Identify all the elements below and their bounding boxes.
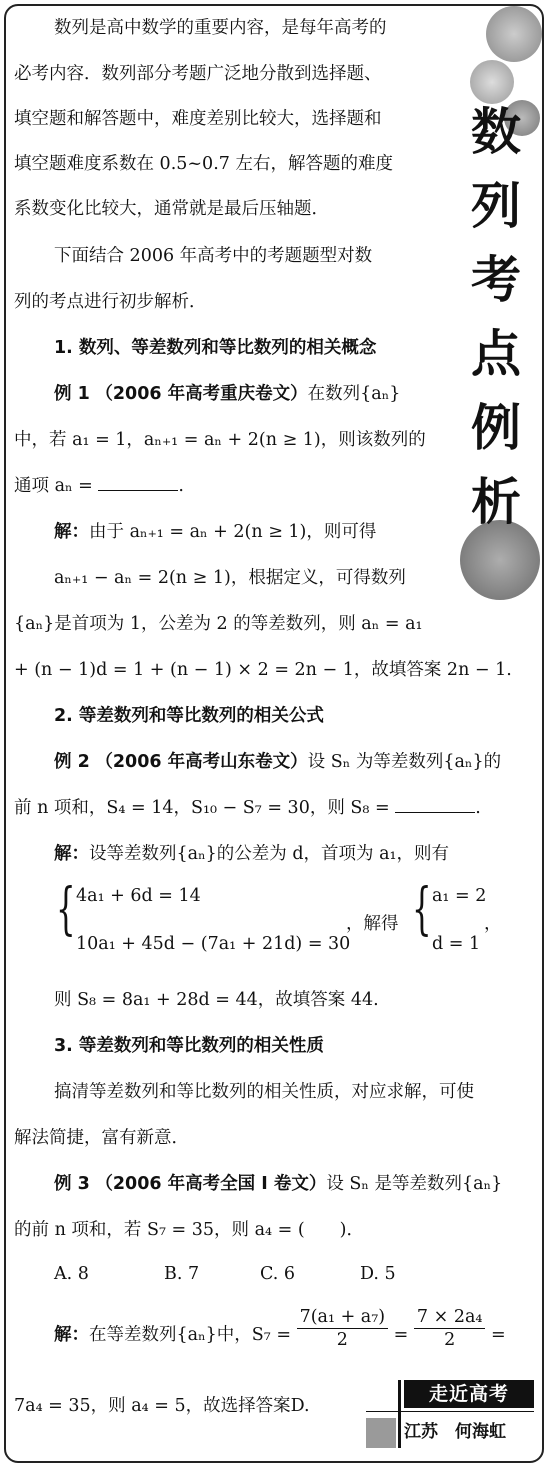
text-line: 必考内容．数列部分考题广泛地分散到选择题、 (14, 64, 382, 84)
example-line (54, 1170, 502, 1195)
fraction (297, 1306, 388, 1351)
solution-line (54, 1307, 506, 1351)
text-line: 前 n 项和，S₄ = 14，S₁₀ − S₇ = 30，则 S₈ = . (14, 798, 481, 818)
text-line: 填空题和解答题中，难度差别比较大，选择题和 (14, 109, 382, 129)
text-line: 的前 n 项和，若 S₇ = 35，则 a₄ = ( )． (14, 1220, 364, 1240)
section-heading: 1. 数列、等差数列和等比数列的相关概念 (54, 338, 377, 358)
example-line (54, 748, 501, 773)
example-label: 例 2 (54, 752, 90, 772)
solution-label: 解： (54, 844, 89, 864)
text-segment: ， (484, 914, 502, 934)
title-char: 列 (471, 177, 521, 235)
section-heading: 3. 等差数列和等比数列的相关性质 (54, 1036, 324, 1056)
numerator: 7(a₁ + a₇) (297, 1306, 388, 1329)
section-heading: 2. 等差数列和等比数列的相关公式 (54, 706, 324, 726)
text-segment: 设等差数列{aₙ}的公差为 d，首项为 a₁，则有 (89, 844, 450, 864)
example-text: 设 Sₙ 是等差数列{aₙ} (326, 1174, 503, 1194)
text-segment: 在等差数列{aₙ}中，S₇ = (89, 1325, 292, 1345)
fraction (414, 1306, 486, 1351)
column-badge (366, 1380, 534, 1448)
article-title (460, 95, 532, 539)
text-line: 列的考点进行初步解析． (14, 292, 207, 312)
example-label: 例 1 (54, 384, 90, 404)
solution-line (54, 840, 449, 865)
denominator: 2 (336, 1330, 348, 1350)
text-line: {aₙ}是首项为 1，公差为 2 的等差数列，则 aₙ = a₁ (14, 614, 423, 634)
text-segment: 由于 aₙ₊₁ = aₙ + 2(n ≥ 1)，则可得 (89, 522, 377, 542)
example-line (54, 380, 400, 405)
example-text: 在数列{aₙ} (307, 384, 401, 404)
text-line: 系数变化比较大，通常就是最后压轴题． (14, 199, 329, 219)
text-line: aₙ₊₁ − aₙ = 2(n ≥ 1)，根据定义，可得数列 (54, 568, 406, 588)
solution-label: 解： (54, 1325, 89, 1345)
text-line: 解法简捷，富有新意． (14, 1128, 189, 1148)
equals-sign: = (491, 1325, 506, 1345)
equals-sign: = (393, 1325, 409, 1345)
title-char: 析 (471, 473, 521, 531)
left-brace: { (56, 877, 76, 942)
text-segment: ，解得 (346, 914, 399, 934)
text-line: 则 S₈ = 8a₁ + 28d = 44，故填答案 44. (54, 990, 379, 1010)
equation: a₁ = 2 (432, 886, 487, 906)
text-segment: 前 n 项和，S₄ = 14，S₁₀ − S₇ = 30，则 S₈ = (14, 798, 390, 818)
equation: 4a₁ + 6d = 14 (76, 886, 201, 906)
badge-rule (366, 1411, 534, 1412)
text-segment: 通项 aₙ = (14, 476, 93, 496)
example-source: （2006 年高考山东卷文） (95, 752, 308, 772)
option-a: A. 8 (54, 1264, 89, 1284)
numerator: 7 × 2a₄ (414, 1306, 486, 1329)
text-line: 7a₄ = 35，则 a₄ = 5，故选择答案D. (14, 1396, 310, 1416)
badge-square (366, 1418, 396, 1448)
author-name: 江苏 何海虹 (404, 1422, 506, 1442)
text-line: 填空题难度系数在 0.5~0.7 左右，解答题的难度 (14, 154, 393, 174)
example-text: 设 Sₙ 为等差数列{aₙ}的 (307, 752, 502, 772)
column-name: 走近高考 (404, 1380, 534, 1408)
equation: d = 1 (432, 934, 481, 954)
text-line: 数列是高中数学的重要内容，是每年高考的 (54, 18, 387, 38)
decor-circle (486, 6, 542, 62)
badge-divider (398, 1380, 401, 1448)
equation: 10a₁ + 45d − (7a₁ + 21d) = 30 (76, 934, 351, 954)
left-brace: { (412, 877, 432, 942)
title-char: 点 (471, 325, 521, 383)
denominator: 2 (444, 1330, 456, 1350)
option-d: D. 5 (360, 1264, 396, 1284)
text-line: 通项 aₙ = . (14, 476, 184, 496)
answer-blank (395, 798, 475, 813)
text-line: + (n − 1)d = 1 + (n − 1) × 2 = 2n − 1，故填答案 2n − 1. (14, 660, 512, 680)
title-char: 例 (471, 399, 521, 457)
option-c: C. 6 (260, 1264, 296, 1284)
text-line: 搞清等差数列和等比数列的相关性质，对应求解，可使 (54, 1082, 474, 1102)
title-char: 数 (471, 103, 521, 161)
example-source: （2006 年高考重庆卷文） (95, 384, 308, 404)
example-label: 例 3 (54, 1174, 90, 1194)
text-line: 中，若 a₁ = 1，aₙ₊₁ = aₙ + 2(n ≥ 1)，则该数列的 (14, 430, 426, 450)
answer-blank (98, 476, 178, 491)
solution-line (54, 518, 376, 543)
option-b: B. 7 (164, 1264, 200, 1284)
solution-label: 解： (54, 522, 89, 542)
example-source: （2006 年高考全国 Ⅰ 卷文） (95, 1174, 327, 1194)
title-char: 考 (471, 251, 521, 309)
text-line: 下面结合 2006 年高考中的考题题型对数 (54, 246, 373, 266)
